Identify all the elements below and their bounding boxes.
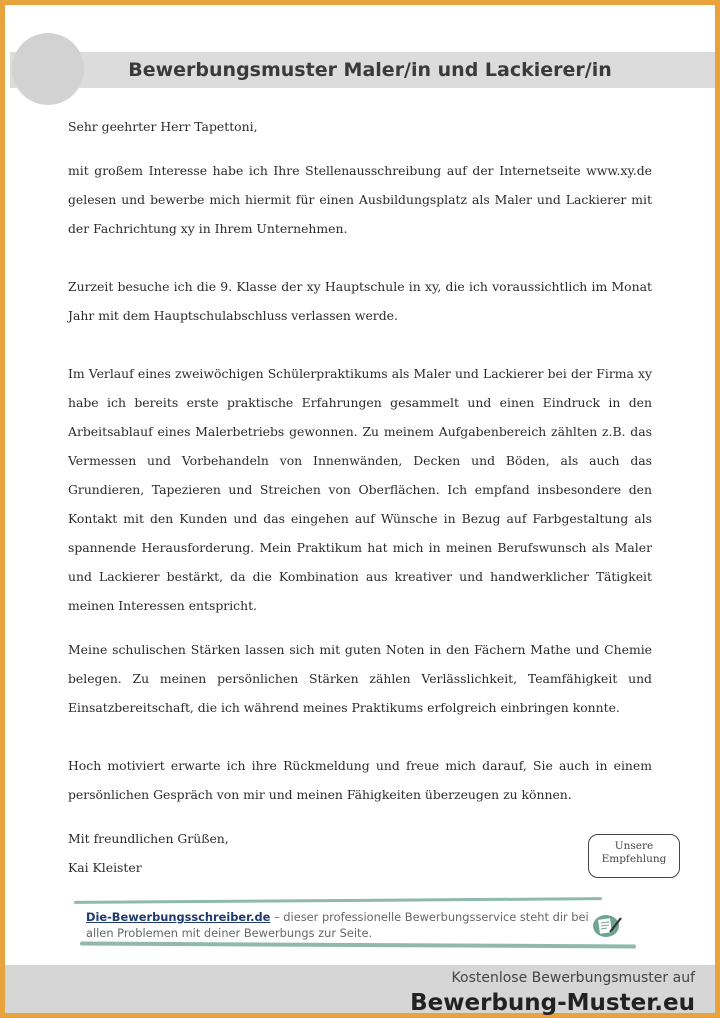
- recommendation-text: [86, 909, 596, 941]
- title-circle-decoration: [12, 33, 84, 105]
- recommendation-link[interactable]: Die-Bewerbungsschreiber.de: [86, 910, 271, 924]
- salutation: Sehr geehrter Herr Tapettoni,: [68, 119, 258, 134]
- paragraph-intro: mit großem Interesse habe ich Ihre Stellenausschreibung auf der Internetseite www.xy.de gelesen und bewerbe mich hiermit für einen Ausbildungsplatz als Maler und Lackierer mit der Fachrichtung xy in Ihrem Unternehmen.: [68, 163, 652, 236]
- footer-brand[interactable]: Bewerbung-Muster.eu: [410, 990, 695, 1016]
- bubble-line-2: Empfehlung: [601, 853, 667, 865]
- pen-paper-icon: [592, 912, 624, 938]
- page-title: Bewerbungsmuster Maler/in und Lackierer/in: [128, 59, 612, 81]
- recommendation-description: – dieser professionelle Bewerbungsservice steht dir bei allen Problemen mit deiner Bewerbungs zur Seite.: [86, 910, 589, 940]
- bubble-line-1: Unsere: [614, 840, 654, 852]
- paragraph-internship: Im Verlauf eines zweiwöchigen Schülerpraktikums als Maler und Lackierer bei der Firma xy habe ich bereits erste praktische Erfahrungen gesammelt und einen Eindruck in den Arbeitsablauf eines Malerbetriebs gewonnen. Zu meinem Aufgabenbereich zählten z.B. das Vermessen und Vorbehandeln von Innenwänden, Decken und Böden, als auch das Grundieren, Tapezieren und Streichen von Oberflächen. Ich empfand insbesondere den Kontakt mit den Kunden und das eingehen auf Wünsche in Bezug auf Farbgestaltung als spannende Herausforderung. Mein Praktikum hat mich in meinen Berufswunsch als Maler und Lackierer bestärkt, da die Kombination aus kreativer und handwerklicher Tätigkeit meinen Interessen entspricht.: [68, 366, 652, 613]
- signature-name: Kai Kleister: [68, 860, 142, 875]
- paragraph-strengths: Meine schulischen Stärken lassen sich mit guten Noten in den Fächern Mathe und Chemie belegen. Zu meinen persönlichen Stärken zählen Verlässlichkeit, Teamfähigkeit und Einsatzbereitschaft, die ich während meines Praktikums erfolgreich einbringen konnte.: [68, 642, 652, 715]
- letter-body: [68, 112, 652, 882]
- paragraph-closing: Hoch motiviert erwarte ich ihre Rückmeldung und freue mich darauf, Sie auch in einem persönlichen Gespräch von mir und meinen Fähigkeiten überzeugen zu können.: [68, 758, 652, 802]
- closing-formula: Mit freundlichen Grüßen,: [68, 831, 229, 846]
- footer-tagline: Kostenlose Bewerbungsmuster auf: [451, 970, 695, 986]
- recommendation-bubble: [588, 834, 680, 878]
- paragraph-school: Zurzeit besuche ich die 9. Klasse der xy Hauptschule in xy, die ich voraussichtlich im Monat Jahr mit dem Hauptschulabschluss verlassen werde.: [68, 279, 652, 323]
